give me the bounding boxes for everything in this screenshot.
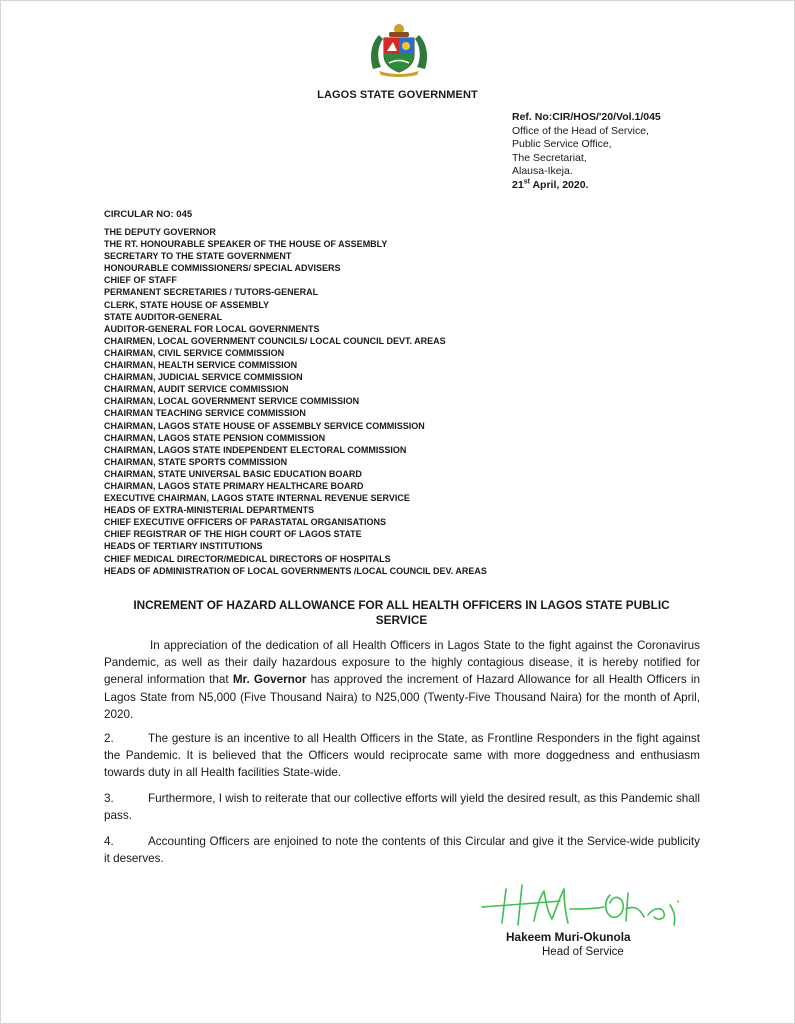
address-line: The Secretariat, bbox=[512, 151, 587, 164]
recipient-item: CHAIRMAN, CIVIL SERVICE COMMISSION bbox=[104, 347, 285, 358]
paragraph-2-text: The gesture is an incentive to all Health Officers in the State, as Frontline Responders in the fight against the Pandemic. It is believed that the Officers would reciprocate same with more doggedness and enthusiasm towards duty in all Health facilities State-wide. bbox=[104, 732, 700, 780]
recipient-item: HEADS OF EXTRA-MINISTERIAL DEPARTMENTS bbox=[104, 505, 315, 516]
recipient-item: CHAIRMEN, LOCAL GOVERNMENT COUNCILS/ LOCAL COUNCIL DEVT. AREAS bbox=[104, 335, 446, 346]
paragraph-number: 2. bbox=[104, 732, 114, 745]
recipient-list bbox=[104, 226, 487, 577]
paragraph-1-text-end: has approved the increment of Hazard Allowance for all Health Officers in Lagos State from N5,000 (Five Thousand Naira) to N25,000 (Twenty-Five Thousand Naira) for the month of April, 2020. bbox=[104, 673, 700, 721]
paragraph-3 bbox=[104, 790, 700, 824]
signer-name: Hakeem Muri-Okunola bbox=[506, 930, 631, 944]
paragraph-1-text: In appreciation of the dedication of all Health Officers in Lagos State to the fight against the Coronavirus Pandemic, as well as their daily hazardous exposure to the highly contagious disease, it is hereby notified for general information that bbox=[104, 639, 700, 687]
recipient-item: CHAIRMAN, LAGOS STATE PRIMARY HEALTHCARE BOARD bbox=[104, 480, 364, 491]
recipient-item: CHAIRMAN, LAGOS STATE PENSION COMMISSION bbox=[104, 432, 326, 443]
subject-line: SERVICE bbox=[375, 613, 428, 627]
recipient-item: CHAIRMAN, LOCAL GOVERNMENT SERVICE COMMISSION bbox=[104, 396, 360, 407]
recipient-item: AUDITOR-GENERAL FOR LOCAL GOVERNMENTS bbox=[104, 323, 320, 334]
recipient-item: CHAIRMAN, LAGOS STATE HOUSE OF ASSEMBLY SERVICE COMMISSION bbox=[104, 420, 425, 431]
recipient-item: CHIEF EXECUTIVE OFFICERS OF PARASTATAL ORGANISATIONS bbox=[104, 517, 387, 528]
government-title: LAGOS STATE GOVERNMENT bbox=[317, 89, 478, 101]
date-month-year: April, 2020. bbox=[529, 178, 589, 191]
address-line: Office of the Head of Service, bbox=[512, 124, 649, 137]
recipient-item: HEADS OF TERTIARY INSTITUTIONS bbox=[104, 541, 263, 552]
recipient-item: EXECUTIVE CHAIRMAN, LAGOS STATE INTERNAL REVENUE SERVICE bbox=[104, 493, 410, 504]
paragraph-4 bbox=[104, 833, 700, 867]
recipient-item: STATE AUDITOR-GENERAL bbox=[104, 311, 223, 322]
recipient-item: CHAIRMAN, AUDIT SERVICE COMMISSION bbox=[104, 384, 289, 395]
recipient-item: CHAIRMAN, HEALTH SERVICE COMMISSION bbox=[104, 360, 298, 371]
recipient-item: THE RT. HONOURABLE SPEAKER OF THE HOUSE OF ASSEMBLY bbox=[104, 239, 388, 250]
address-line: Alausa-Ikeja. bbox=[512, 165, 573, 178]
recipient-item: CHAIRMAN TEACHING SERVICE COMMISSION bbox=[104, 408, 306, 419]
lagos-state-coat-of-arms-icon bbox=[367, 21, 431, 77]
paragraph-3-text: Furthermore, I wish to reiterate that our collective efforts will yield the desired result, as this Pandemic shall pass. bbox=[104, 792, 700, 823]
paragraph-number: 3. bbox=[104, 792, 114, 805]
circular-subject bbox=[104, 598, 699, 628]
recipient-item: CLERK, STATE HOUSE OF ASSEMBLY bbox=[104, 299, 270, 310]
recipient-item: CHAIRMAN, STATE UNIVERSAL BASIC EDUCATION BOARD bbox=[104, 468, 362, 479]
handwritten-signature-icon bbox=[478, 879, 693, 931]
paragraph-1-bold: Mr. Governor bbox=[232, 673, 307, 687]
reference-block bbox=[512, 111, 752, 193]
recipient-item: CHIEF MEDICAL DIRECTOR/MEDICAL DIRECTORS OF HOSPITALS bbox=[104, 553, 391, 564]
subject-line: INCREMENT OF HAZARD ALLOWANCE FOR ALL HEALTH OFFICERS IN LAGOS STATE PUBLIC bbox=[133, 598, 670, 612]
paragraph-1 bbox=[104, 637, 700, 723]
recipient-item: THE DEPUTY GOVERNOR bbox=[104, 227, 216, 237]
recipient-item: CHAIRMAN, STATE SPORTS COMMISSION bbox=[104, 456, 288, 467]
circular-date bbox=[512, 179, 752, 193]
recipient-item: SECRETARY TO THE STATE GOVERNMENT bbox=[104, 251, 292, 262]
recipient-item: CHIEF OF STAFF bbox=[104, 275, 177, 286]
date-day: 21 bbox=[512, 178, 524, 191]
recipient-item: HEADS OF ADMINISTRATION OF LOCAL GOVERNMENTS /LOCAL COUNCIL DEV. AREAS bbox=[104, 565, 487, 576]
recipient-item: HONOURABLE COMMISSIONERS/ SPECIAL ADVISERS bbox=[104, 263, 341, 274]
recipient-item: CHAIRMAN, LAGOS STATE INDEPENDENT ELECTORAL COMMISSION bbox=[104, 444, 407, 455]
paragraph-number: 4. bbox=[104, 835, 114, 848]
paragraph-2 bbox=[104, 730, 700, 782]
circular-number: CIRCULAR NO: 045 bbox=[104, 209, 193, 220]
recipient-item: CHIEF REGISTRAR OF THE HIGH COURT OF LAGOS STATE bbox=[104, 529, 362, 540]
address-line: Public Service Office, bbox=[512, 138, 612, 151]
signer-title: Head of Service bbox=[542, 946, 624, 958]
recipient-item: PERMANENT SECRETARIES / TUTORS-GENERAL bbox=[104, 287, 319, 298]
reference-number: Ref. No:CIR/HOS/'20/Vol.1/045 bbox=[512, 111, 661, 123]
date-suffix: st bbox=[523, 178, 530, 186]
recipient-item: CHAIRMAN, JUDICIAL SERVICE COMMISSION bbox=[104, 372, 303, 383]
paragraph-4-text: Accounting Officers are enjoined to note the contents of this Circular and give it the Service-wide publicity it deserves. bbox=[104, 835, 700, 866]
